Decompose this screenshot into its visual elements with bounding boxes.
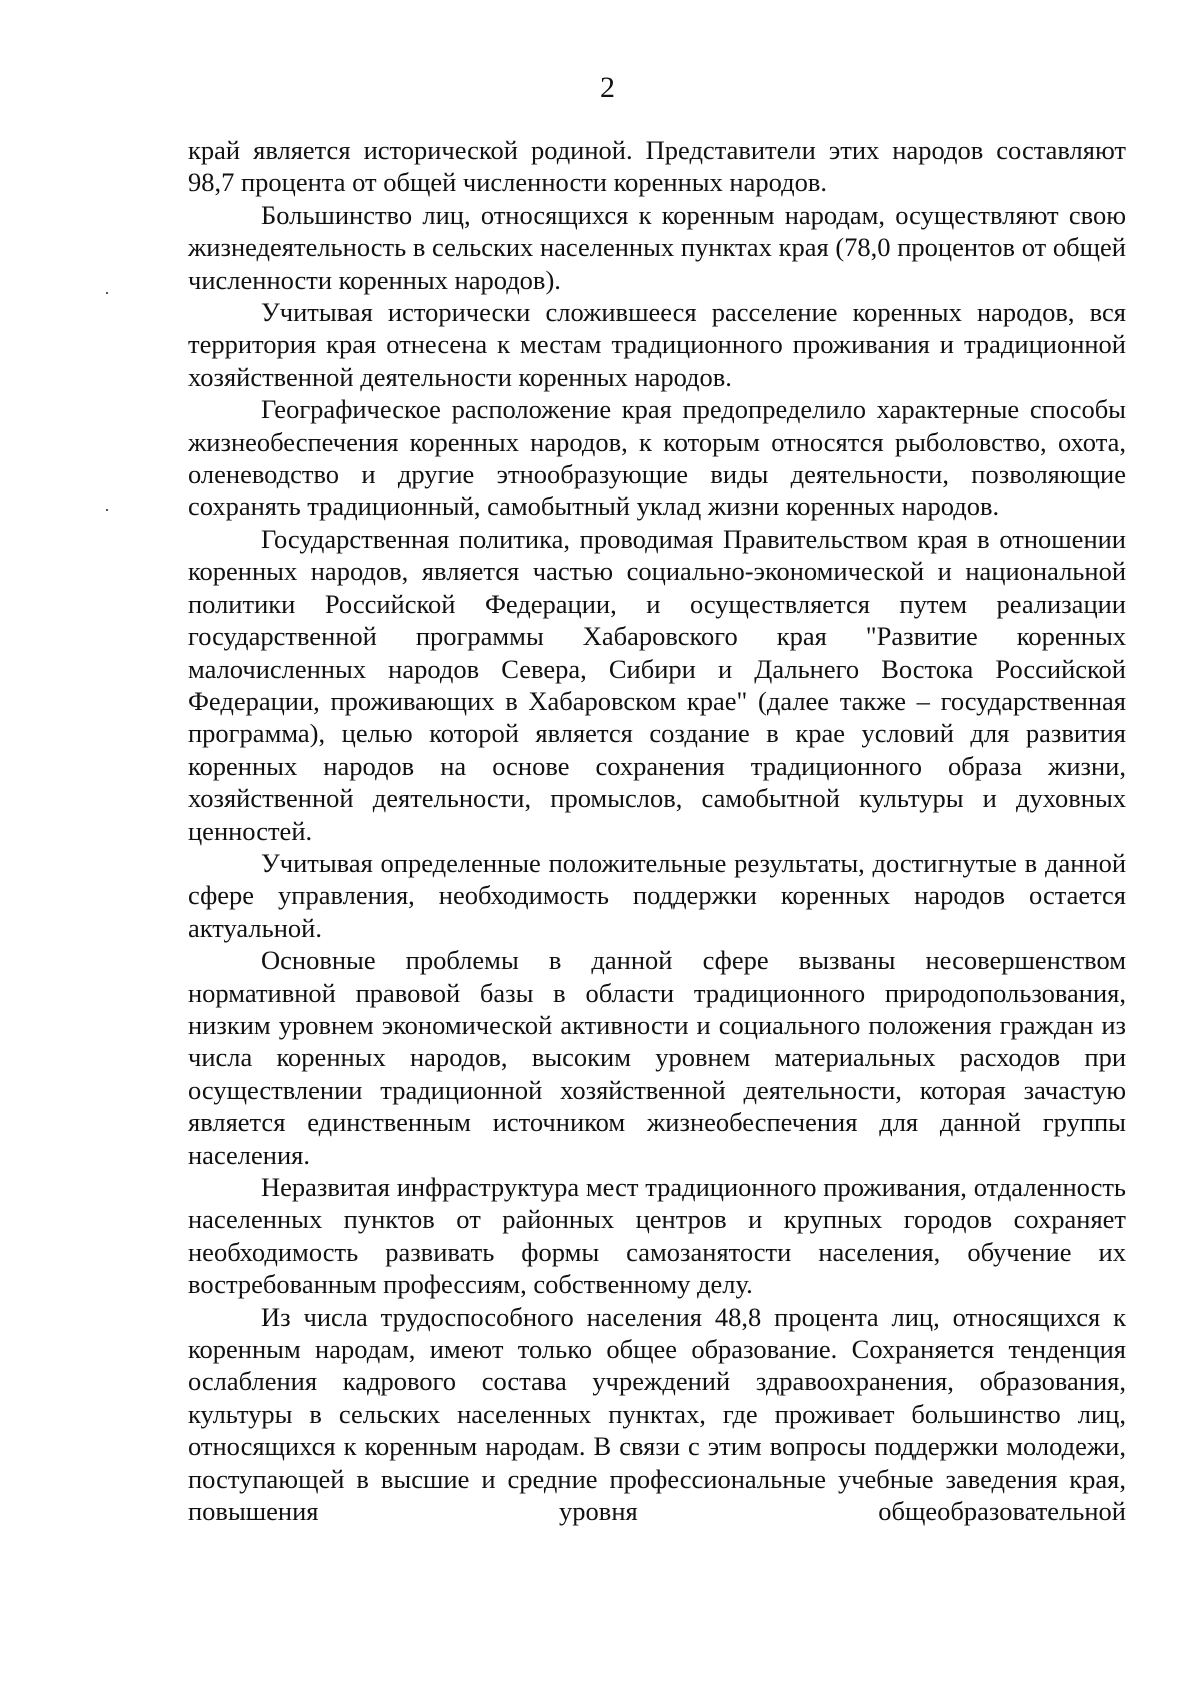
margin-mark [106, 509, 108, 511]
paragraph: Государственная политика, проводимая Правительством края в отношении коренных народов, является частью социально-экономической и национальной политики Российской Федерации, и осуществляется путем реализации государственной программы Хабаровского края "Развитие коренных малочисленных народов Севера, Сибири и Дальнего Востока Российской Федерации, проживающих в Хабаровском крае" (далее также – государственная программа), целью которой является создание в крае условий для развития коренных народов на основе сохранения традиционного образа жизни, хозяйственной деятельности, промыслов, самобытной культуры и духовных ценностей. [188, 523, 1126, 846]
margin-mark [106, 292, 108, 294]
paragraph: край является исторической родиной. Представители этих народов составляют 98,7 процента от общей численности коренных народов. [188, 135, 1126, 198]
paragraph: Учитывая исторически сложившееся расселение коренных народов, вся территория края отнесена к местам традиционного проживания и традиционной хозяйственной деятельности коренных народов. [188, 297, 1126, 392]
page-number: 2 [600, 71, 615, 104]
paragraph: Основные проблемы в данной сфере вызваны несовершенством нормативной правовой базы в области традиционного природопользования, низким уровнем экономической активности и социального положения граждан из числа коренных народов, высоким уровнем материальных расходов при осуществлении традиционной хозяйственной деятельности, которая зачастую является единственным источником жизнеобеспечения для данной группы населения. [188, 945, 1126, 1170]
paragraph: Учитывая определенные положительные результаты, достигнутые в данной сфере управления, необходимость поддержки коренных народов остается актуальной. [188, 847, 1126, 943]
document-body [188, 134, 1126, 1527]
paragraph: Из числа трудоспособного населения 48,8 процента лиц, относящихся к коренным народам, имеют только общее образование. Сохраняется тенденция ослабления кадрового состава учреждений здравоохранения, образования, культуры в сельских населенных пунктах, где проживает большинство лиц, относящихся к коренным народам. В связи с этим вопросы поддержки молодежи, поступающей в высшие и средние профессиональные учебные заведения края, повышения уровня общеобразовательной [188, 1301, 1126, 1527]
paragraph: Географическое расположение края предопределило характерные способы жизнеобеспечения коренных народов, к которым относятся рыболовство, охота, оленеводство и другие этнообразующие виды деятельности, позволяющие сохранять традиционный, самобытный уклад жизни коренных народов. [188, 394, 1126, 522]
paragraph: Большинство лиц, относящихся к коренным народам, осуществляют свою жизнедеятельность в сельских населенных пунктах края (78,0 процентов от общей численности коренных народов). [188, 199, 1126, 295]
paragraph: Неразвитая инфраструктура мест традиционного проживания, отдаленность населенных пунктов от районных центров и крупных городов сохраняет необходимость развивать формы самозанятости населения, обучение их востребованным профессиям, собственному делу. [188, 1172, 1126, 1300]
